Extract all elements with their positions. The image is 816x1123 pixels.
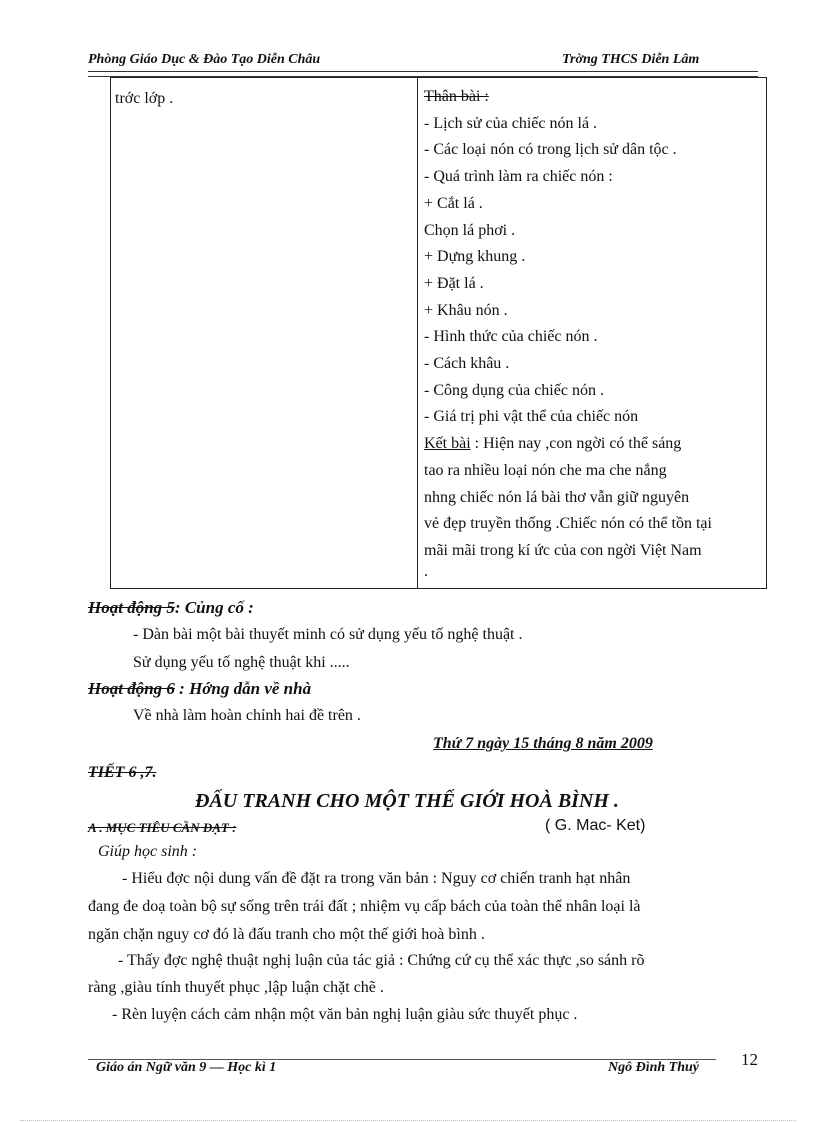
- conclusion-line: tao ra nhiều loại nón che ma che nắng: [424, 461, 667, 479]
- activity6-line: Về nhà làm hoàn chỉnh hai đề trên .: [133, 707, 361, 724]
- outline-line: Chọn lá phơi .: [424, 221, 516, 239]
- table-left-cell: trớc lớp .: [115, 90, 174, 107]
- outline-line: + Khâu nón .: [424, 301, 508, 319]
- outline-line: - Quá trình làm ra chiếc nón :: [424, 168, 613, 186]
- objective-line: - Hiểu đợc nội dung vấn đề đặt ra trong văn bản : Nguy cơ chiến tranh hạt nhân: [122, 870, 631, 887]
- section-a-heading: A . MỤC TIÊU CẦN ĐẠT :: [88, 820, 237, 835]
- activity5-line: - Dàn bài một bài thuyết minh có sử dụng yếu tố nghệ thuật .: [133, 626, 523, 643]
- outline-line: - Hình thức của chiếc nón .: [424, 328, 598, 346]
- conclusion-text: : Hiện nay ,con ngời có thể sáng: [470, 435, 682, 453]
- objective-line: đang đe doạ toàn bộ sự sống trên trái đất ; nhiệm vụ cấp bách của toàn thể nhân loại là: [88, 898, 641, 915]
- conclusion-label: Kết bài: [424, 435, 471, 453]
- activity6-label: Hoạt động 6: [88, 679, 175, 698]
- header-school-department: Phòng Giáo Dục & Đào Tạo Diễn Châu: [88, 52, 321, 67]
- activity6-title: : Hớng dẫn về nhà: [174, 679, 312, 698]
- objective-line: - Rèn luyện cách cảm nhận một văn bản nghị luận giàu sức thuyết phục .: [112, 1006, 578, 1023]
- conclusion-line: nhng chiếc nón lá bài thơ vẫn giữ nguyên: [424, 488, 690, 506]
- table-right-cell: [424, 84, 764, 579]
- conclusion-line: vẻ đẹp truyền thống .Chiếc nón có thể tồn tại: [424, 515, 712, 533]
- lesson-title: ĐẤU TRANH CHO MỘT THẾ GIỚI HOÀ BÌNH .: [195, 790, 619, 812]
- activity5-title: : Củng cố :: [174, 598, 254, 617]
- outline-line: - Lịch sử của chiếc nón lá .: [424, 114, 598, 132]
- page-number: 12: [741, 1050, 758, 1069]
- lesson-number: TIẾT 6 ,7.: [88, 764, 157, 781]
- activity6-heading: [88, 679, 311, 699]
- lesson-intro: Giúp học sinh :: [98, 843, 198, 860]
- activity5-heading: [88, 598, 254, 618]
- outline-line: - Cách khâu .: [424, 355, 510, 373]
- activity5-label: Hoạt động 5: [88, 598, 175, 617]
- footer-course: Giáo án Ngữ văn 9 — Học kì 1: [96, 1060, 277, 1075]
- body-heading: Thân bài :: [424, 88, 489, 105]
- outline-line: - Giá trị phi vật thể của chiếc nón: [424, 408, 639, 426]
- outline-line: + Cắt lá .: [424, 194, 483, 212]
- objective-line: - Thấy đợc nghệ thuật nghị luận của tác giả : Chứng cứ cụ thể xác thực ,so sánh rõ: [118, 952, 645, 969]
- lesson-date: Thứ 7 ngày 15 tháng 8 năm 2009: [433, 735, 653, 752]
- outline-table: [110, 77, 767, 589]
- conclusion-line: [424, 431, 764, 458]
- activity5-line: Sử dụng yếu tố nghệ thuật khi .....: [133, 654, 350, 671]
- conclusion-line: mãi mãi trong kí ức của con ngời Việt Nam: [424, 541, 702, 559]
- outline-line: - Các loại nón có trong lịch sử dân tộc .: [424, 141, 677, 159]
- conclusion-line: .: [424, 562, 428, 580]
- outline-line: - Công dụng của chiếc nón .: [424, 381, 604, 399]
- outline-line: + Đặt lá .: [424, 274, 484, 292]
- objective-line: ràng ,giàu tính thuyết phục ,lập luận chặt chẽ .: [88, 979, 384, 996]
- author-credit: ( G. Mac- Ket): [545, 817, 646, 834]
- objective-line: ngăn chặn nguy cơ đó là đấu tranh cho một thế giới hoà bình .: [88, 926, 485, 943]
- page-edge-dots: [20, 1120, 796, 1121]
- outline-line: + Dựng khung .: [424, 248, 526, 266]
- footer-author: Ngô Đình Thuý: [608, 1060, 700, 1075]
- table-divider: [417, 78, 418, 588]
- header-school-name: Trờng THCS Diễn Lâm: [562, 52, 700, 67]
